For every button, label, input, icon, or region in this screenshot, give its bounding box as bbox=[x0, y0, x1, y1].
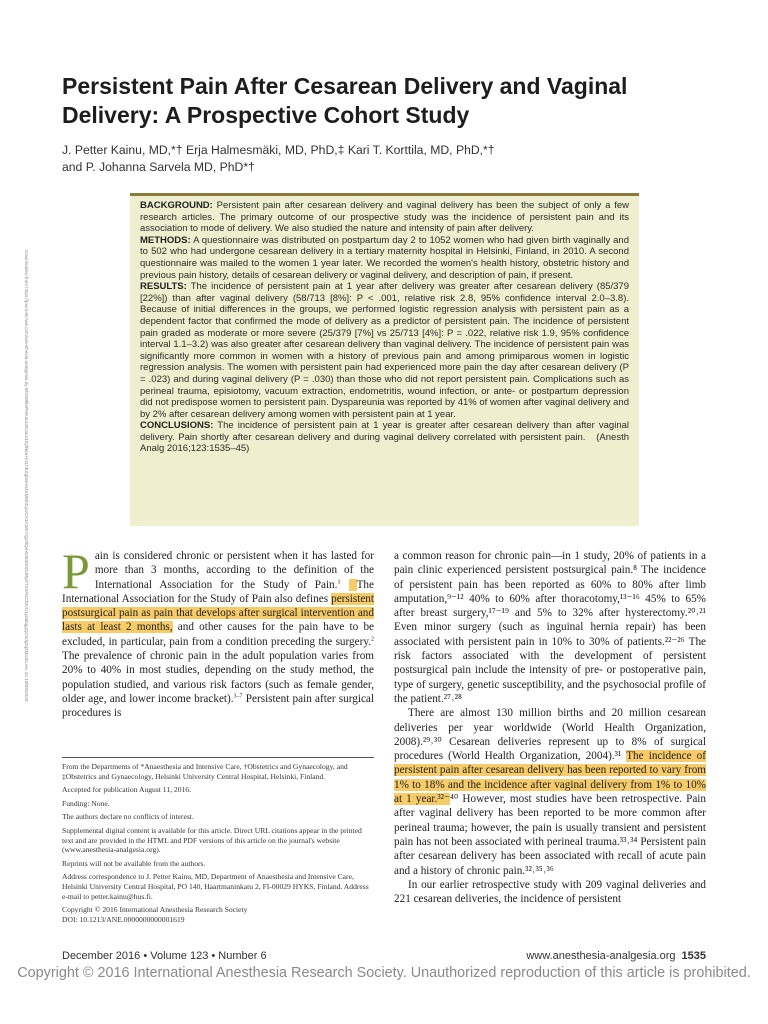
methods-heading: METHODS: bbox=[140, 234, 191, 246]
abstract-citation: (Anesth Analg 2016;123:1535–45) bbox=[140, 431, 629, 455]
body-paragraph: In our earlier retrospective study with 209 vaginal deliveries and 221 cesarean deliveries, the incidence of persistent bbox=[394, 878, 706, 906]
footnote-copyright: Copyright © 2016 International Anesthesia Research Society bbox=[62, 905, 248, 915]
reference-marker[interactable]: 2 bbox=[371, 636, 374, 643]
footnotes bbox=[62, 762, 374, 928]
footnote-doi[interactable]: DOI: 10.1213/ANE.0000000000001619 bbox=[62, 914, 185, 924]
background-text: Persistent pain after cesarean delivery and vaginal delivery has been the subject of only a few research articles. The primary outcome of our prospective study was the incidence of persistent pain and its association to mode of delivery. We also studied the nature and intensity of pain after delivery. bbox=[140, 200, 630, 235]
footnote-conflicts: The authors declare no conflicts of interest. bbox=[62, 812, 194, 822]
results-text: The incidence of persistent pain at 1 year after delivery was greater after cesarean delivery (85/379 [22%]) than after vaginal delivery (58/713 [8%]: P < .001, relative risk 2.8, 95% confidence interval 2.0–3.8). Because of initial differences in the groups, we performed logistic regression analysis with persistent pain as a dependent factor that confirmed the mode of delivery as a predictor of persistent pain. The incidence of persistent pain graded as moderate or more severe (25/379 [7%] vs 25/713 [4%]: P = .022, relative risk 1.9, 95% confidence interval 1.1–3.2) was also greater after cesarean delivery than vaginal delivery. The incidence of persistent pain was significantly more common in women with a history of previous pain and among primiparous women in logistic regression analysis. The women with persistent pain had experienced more pain the day after cesarean delivery (P = .023) and during vaginal delivery (P = .030) than those who did not report persistent pain. Complications such as perineal trauma, episiotomy, vacuum extraction, endometritis, wound infection, or ante- or postpartum depression did not predispose women to persistent pain. Dyspareunia was reported by 41% of women after vaginal delivery and by 2% after cesarean delivery among women with persistent pain at 1 year. bbox=[140, 281, 629, 420]
body-column-left bbox=[62, 549, 374, 741]
body-paragraph: a common reason for chronic pain—in 1 study, 20% of patients in a pain clinic experienced persistent postsurgical pain.⁸ The incidence of persistent pain has been reported as 60% to 80% after limb amputation,⁹⁻¹² 40% to 60% after thoracotomy,¹³⁻¹⁶ 45% to 65% after breast surgery,¹⁷⁻¹⁹ and 5% to 32% after hysterectomy.²⁰˒²¹ Even minor surgery (such as inguinal hernia repair) has been associated with persistent pain in 10% to 30% of patients.²²⁻²⁶ The risk factors associated with the development of persistent postsurgical pain include the intensity of pre- or postoperative pain, type of surgery, genetic susceptibility, and the psychosocial profile of the patient.²⁷˒²⁸ bbox=[394, 550, 706, 705]
authors-line-2: and P. Johanna Sarvela MD, PhD*† bbox=[62, 160, 255, 174]
conclusions-heading: CONCLUSIONS: bbox=[140, 420, 214, 432]
footnote-funding: Funding: None. bbox=[62, 798, 110, 808]
abstract-results bbox=[140, 281, 629, 420]
article-title: Persistent Pain After Cesarean Delivery and Vaginal Delivery: A Prospective Cohort Study bbox=[62, 73, 628, 128]
page-footer-right bbox=[526, 950, 706, 962]
journal-website-link[interactable]: www.anesthesia-analgesia.org bbox=[526, 950, 676, 962]
issue-info: December 2016 • Volume 123 • Number 6 bbox=[62, 950, 267, 962]
author-list bbox=[62, 142, 702, 176]
footnote-divider bbox=[62, 757, 374, 758]
intro-paragraph: P ain is considered chronic or persistent when it has lasted for more than 3 months, according to the definition of the International Association for the Study of Pain.$^1$ The International Association for the Study of Pain also defines persistent postsurgical pain as pain that develops after surgical intervention and lasts at least 2 months, and other causes for the pain have to be excluded, in particular, pain from a condition preceding the surgery.$^2$ The prevalence of chronic pain in the adult population varies from 20% to 40% in most studies, depending on the study method, the population studied, and various risk factors (such as female gender, older age, and lower income bracket).$^{3-7}$ Persistent pain after surgical procedures is bbox=[62, 549, 374, 720]
reference-marker[interactable]: 3–7 bbox=[233, 693, 243, 700]
authors-line-1: J. Petter Kainu, MD,*† Erja Halmesmäki, MD, PhD,‡ Kari T. Korttila, MD, PhD,*† bbox=[62, 143, 495, 157]
body-column-right bbox=[394, 549, 706, 933]
footnote-correspondence: Address correspondence to J. Petter Kainu, MD, Department of Anaesthesia and Intensive Care, Helsinki University Central Hospital, PO 140, Haartmaninkatu 2, FI-00029 HYKS, Finland. Address e-mail to petter.kainu@hus.fi. bbox=[62, 872, 369, 901]
body-paragraph: There are almost 130 million births and 20 million cesarean deliveries per year worldwide (World Health Organization, 2008).²⁹˒³⁰ Cesarean deliveries represent up to 8% of surgical procedures (World Health Organization, 2004).³¹ The incidence of persistent pain after cesarean delivery has been reported to vary from 1% to 18% and the incidence after vaginal delivery from 1% to 10% at 1 year.³²⁻⁴⁰ However, most studies have been retrospective. Pain after vaginal delivery has been reported to be more common after perineal trauma; however, the pain is usually transient and persistent pain has not been associated with perineal trauma.³³˒³⁴ Persistent pain after cesarean delivery has been associated with recall of acute pain and a history of chronic pain.³²˒³⁵˒³⁶ bbox=[394, 707, 706, 877]
download-side-note: Downloaded from https://journals.lww.com/anesthesia-analgesia by BhDMf5ePHKav1zEoum1tQfN4a+kJLhEZgbsIHo4XMi0hCywCX1AWnYQp/IlQrHD3i3D0OdRyi7TvSFl4Cf3VC1y0abggQZXdgGj2MwlZLeI= on 10/09/2020 bbox=[24, 250, 29, 702]
copyright-notice: Copyright © 2016 International Anesthesia Research Society. Unauthorized reproduction of this article is prohibited. bbox=[17, 965, 751, 981]
footnote-reprints: Reprints will not be available from the authors. bbox=[62, 858, 206, 868]
abstract-box bbox=[130, 193, 639, 526]
results-heading: RESULTS: bbox=[140, 281, 187, 293]
highlighted-passage: The incidence of persistent pain after cesarean delivery has been reported to vary from 1% to 18% and the incidence after vaginal delivery from 1% to 10% at 1 year.³²⁻ bbox=[394, 750, 706, 806]
background-heading: BACKGROUND: bbox=[140, 200, 213, 211]
page-number: 1535 bbox=[681, 950, 706, 962]
methods-text: A questionnaire was distributed on postpartum day 2 to 1052 women who had given birth vaginally and to 502 who had undergone cesarean delivery in a tertiary maternity hospital in Helsinki, Finland, in 2010. A second questionnaire was mailed to the women 1 year later. We recorded the women's health history, obstetric history and previous pain history, details of cesarean delivery or vaginal delivery, and description of pain, if present. bbox=[140, 234, 630, 281]
footnote-affiliations: From the Departments of *Anaesthesia and Intensive Care, †Obstetrics and Gynaecology, and ‡Obstetrics and Gynaecology, Helsinki University Central Hospital, Helsinki, Finland. bbox=[62, 762, 348, 781]
drop-cap: P bbox=[62, 549, 90, 599]
conclusions-text: The incidence of persistent pain at 1 year is greater after cesarean delivery than after vaginal delivery. Pain shortly after cesarean delivery and during vaginal delivery correlated with persistent pain. bbox=[140, 420, 630, 443]
footnote-accepted: Accepted for publication August 11, 2016. bbox=[62, 785, 191, 795]
reference-marker[interactable]: 1 bbox=[337, 578, 341, 585]
abstract-conclusions bbox=[140, 420, 629, 455]
highlighted-passage: persistent postsurgical pain as pain that develops after surgical intervention and lasts at least 2 months, bbox=[62, 592, 374, 634]
abstract-background bbox=[140, 200, 629, 235]
highlight-start bbox=[349, 579, 357, 591]
footnote-supplemental: Supplemental digital content is available for this article. Direct URL citations appear in the printed text and are provided in the HTML and PDF versions of this article on the journal's website (www.anesthesia-analgesia.org). bbox=[62, 825, 362, 855]
abstract-methods bbox=[140, 235, 629, 281]
